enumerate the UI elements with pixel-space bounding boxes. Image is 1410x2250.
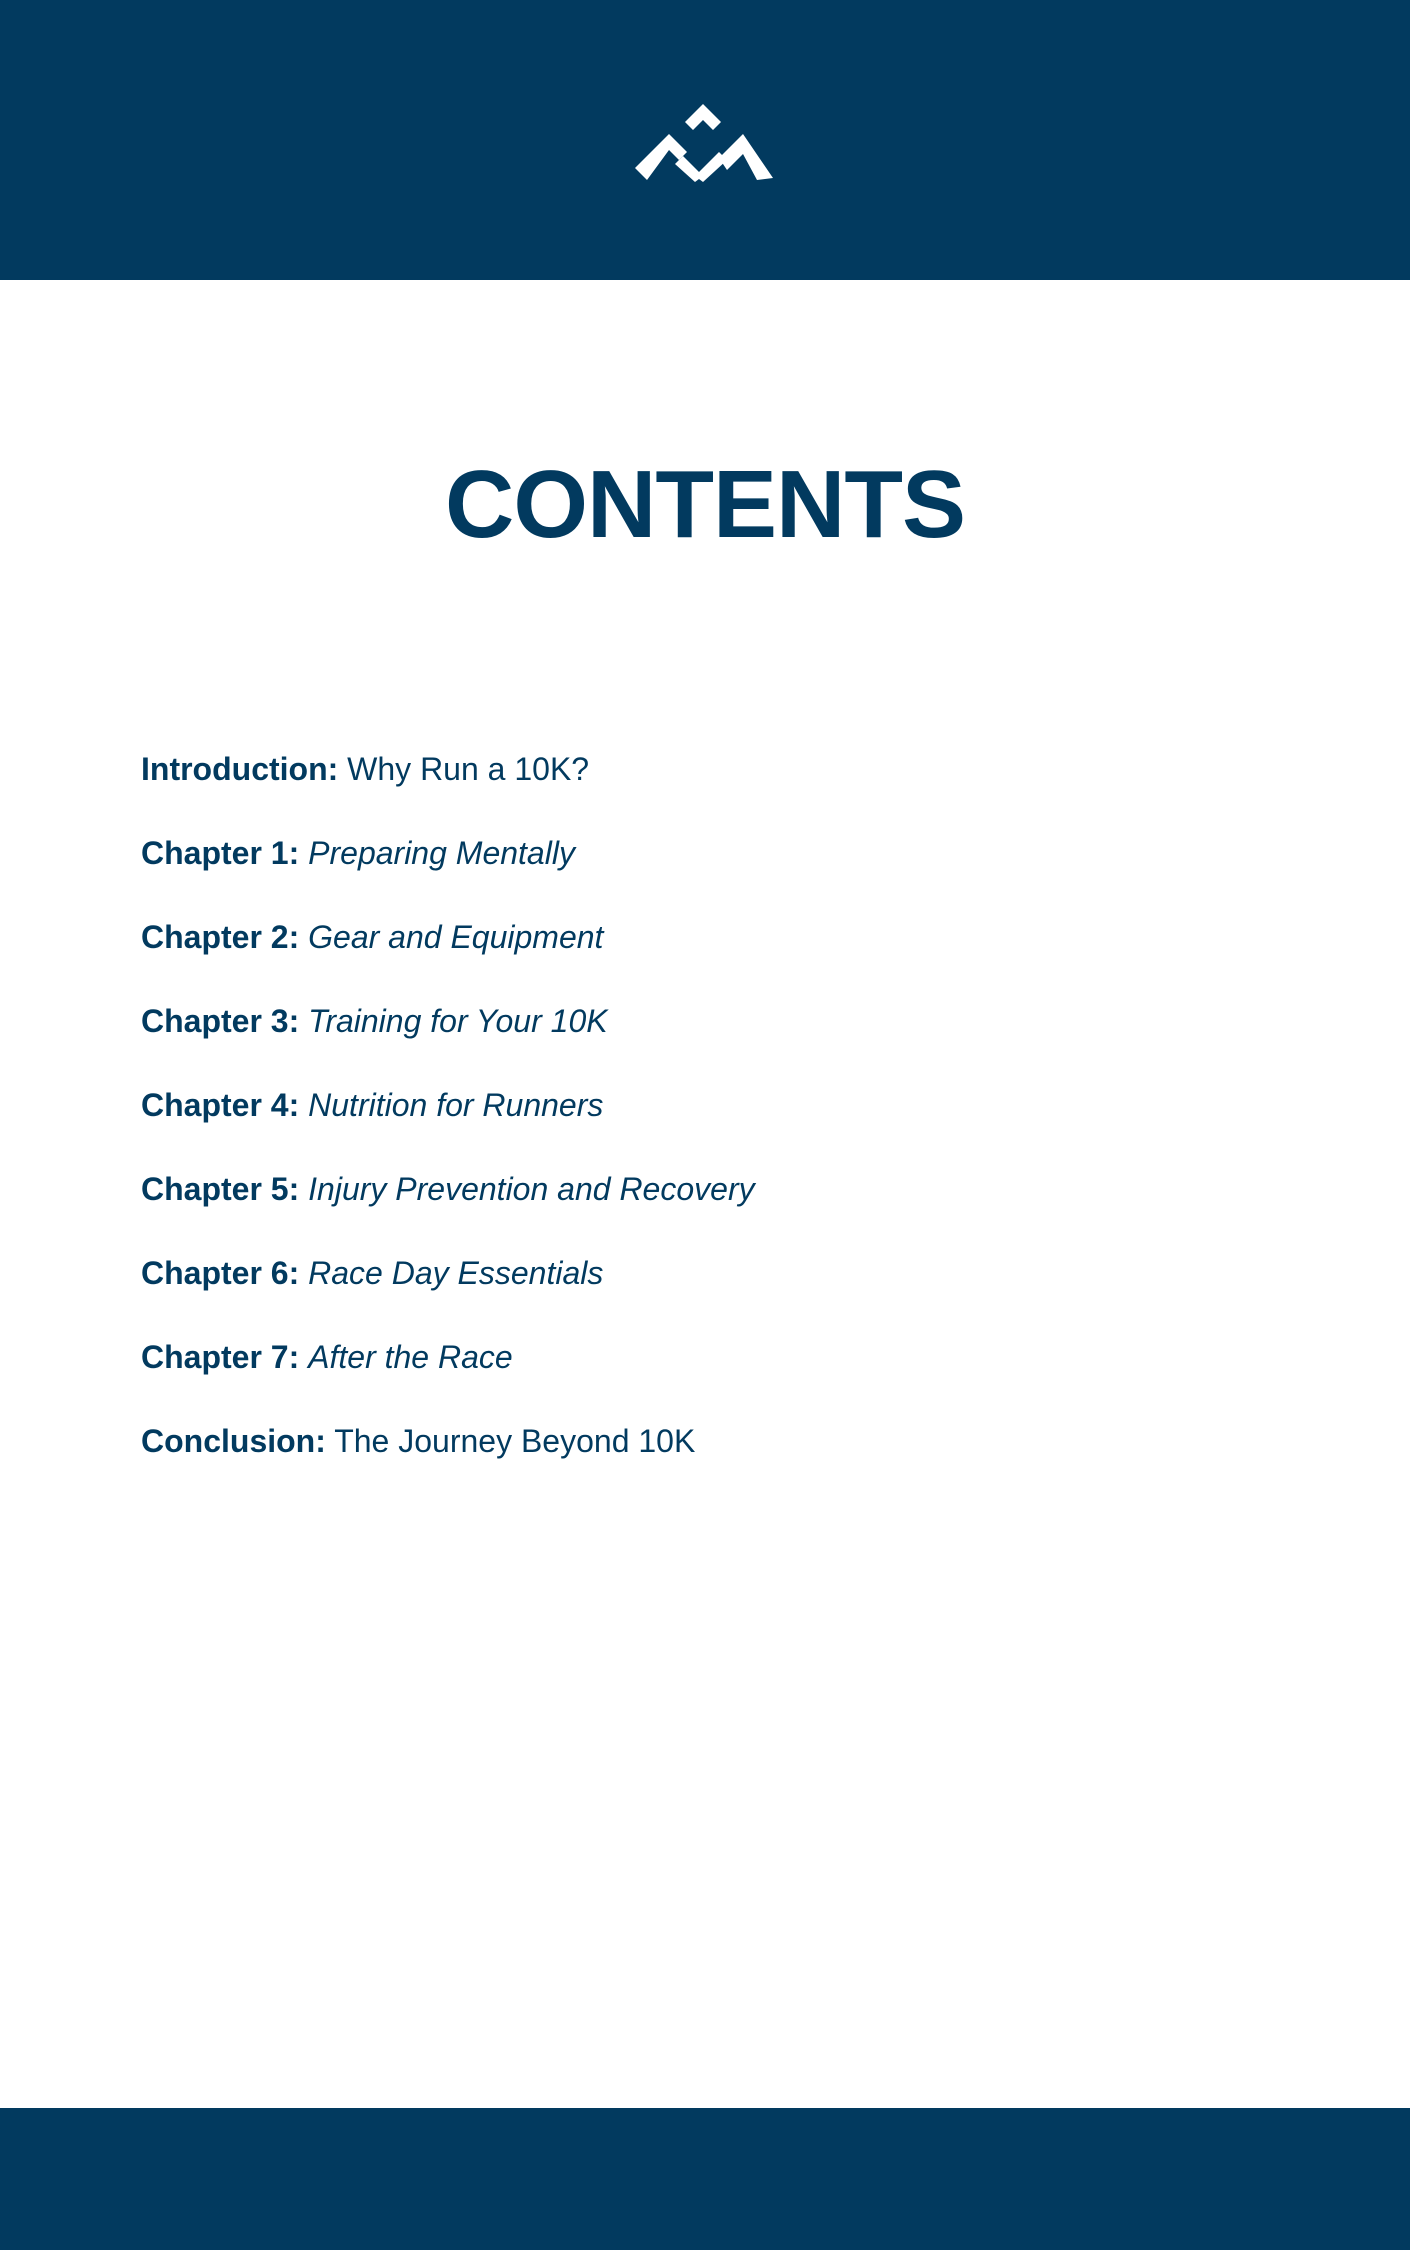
toc-item-label: Chapter 6: <box>141 1255 300 1291</box>
toc-item-label: Chapter 2: <box>141 919 300 955</box>
toc-item-chapter-3[interactable] <box>141 996 755 1080</box>
toc-item-chapter-6[interactable] <box>141 1248 755 1332</box>
toc-item-title: After the Race <box>308 1339 513 1375</box>
toc-item-chapter-5[interactable] <box>141 1164 755 1248</box>
toc-item-chapter-4[interactable] <box>141 1080 755 1164</box>
toc-item-chapter-2[interactable] <box>141 912 755 996</box>
toc-item-label: Chapter 5: <box>141 1171 300 1207</box>
toc-item-introduction[interactable] <box>141 744 755 828</box>
toc-item-label: Chapter 4: <box>141 1087 300 1123</box>
toc-item-label: Conclusion: <box>141 1423 326 1459</box>
toc-item-label: Chapter 3: <box>141 1003 300 1039</box>
toc-item-title: The Journey Beyond 10K <box>334 1423 696 1459</box>
table-of-contents <box>141 744 755 1500</box>
toc-item-title: Why Run a 10K? <box>347 751 590 787</box>
toc-item-title: Training for Your 10K <box>308 1003 608 1039</box>
toc-item-title: Injury Prevention and Recovery <box>308 1171 755 1207</box>
footer-band <box>0 2108 1410 2250</box>
toc-item-label: Chapter 1: <box>141 835 300 871</box>
toc-item-conclusion[interactable] <box>141 1416 755 1500</box>
page-title: CONTENTS <box>445 451 965 558</box>
toc-item-chapter-7[interactable] <box>141 1332 755 1416</box>
toc-item-title: Gear and Equipment <box>308 919 604 955</box>
toc-item-label: Chapter 7: <box>141 1339 300 1375</box>
toc-item-title: Nutrition for Runners <box>308 1087 604 1123</box>
toc-item-chapter-1[interactable] <box>141 828 755 912</box>
mountain-peaks-icon <box>635 98 773 182</box>
header-band <box>0 0 1410 280</box>
toc-item-title: Preparing Mentally <box>308 835 575 871</box>
toc-item-label: Introduction: <box>141 751 339 787</box>
toc-item-title: Race Day Essentials <box>308 1255 604 1291</box>
